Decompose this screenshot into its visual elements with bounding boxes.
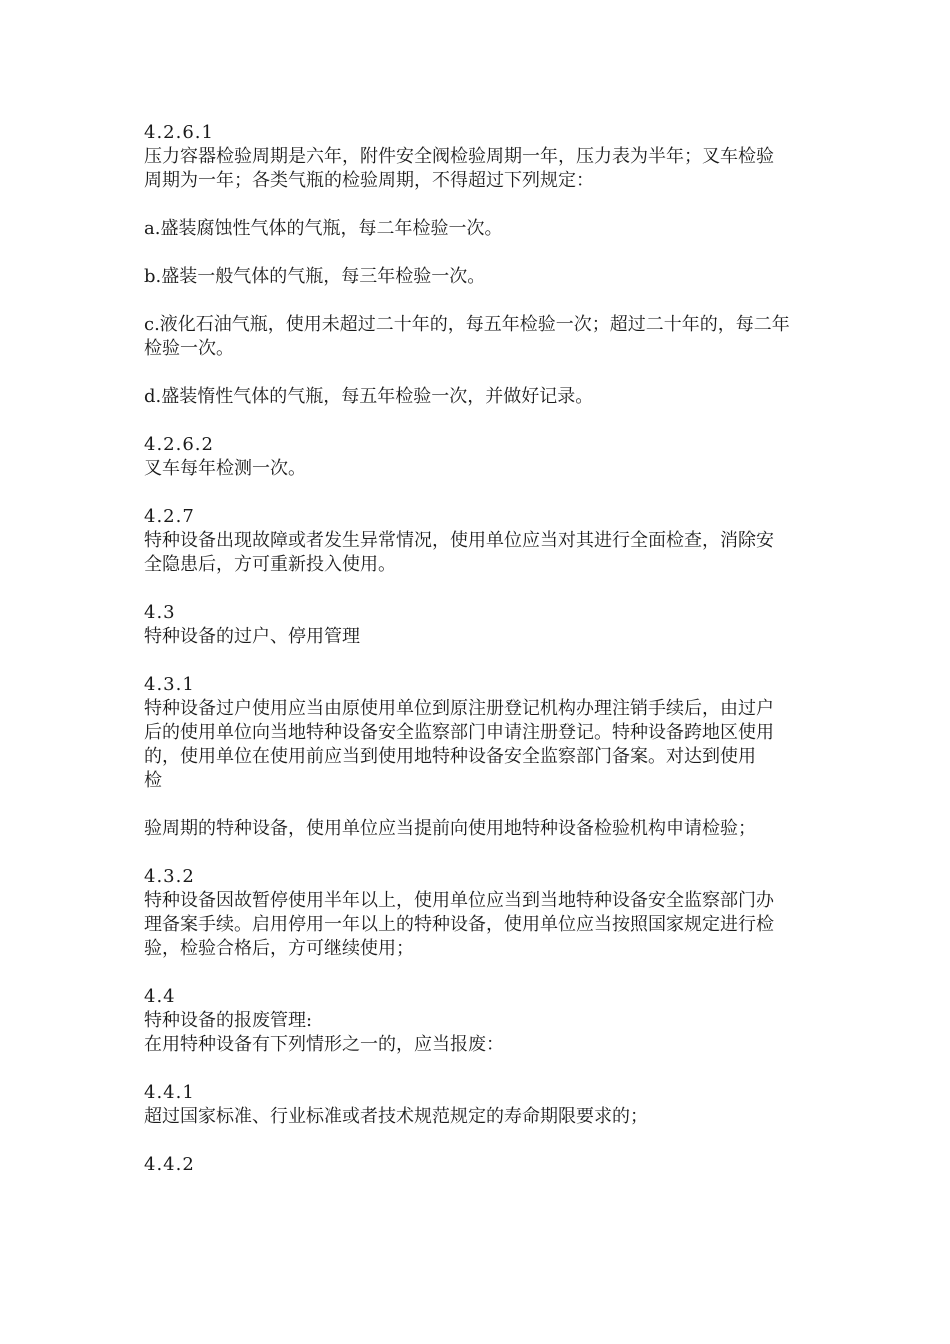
paragraph-line: 超过国家标准、行业标准或者技术规范规定的寿命期限要求的； — [144, 1106, 648, 1127]
paragraph — [144, 817, 812, 841]
section-number: 4.2.6.2 — [144, 434, 214, 455]
document-page — [144, 121, 812, 1201]
paragraph-line: 验周期的特种设备，使用单位应当提前向使用地特种设备检验机构申请检验； — [144, 818, 756, 839]
paragraph-line: 验，检验合格后，方可继续使用； — [144, 938, 414, 959]
section-number: 4.2.7 — [144, 506, 195, 527]
section-number: 4.4 — [144, 986, 176, 1007]
paragraph — [144, 433, 812, 481]
paragraph — [144, 601, 812, 649]
paragraph-line: b.盛装一般气体的气瓶，每三年检验一次。 — [144, 266, 486, 287]
section-number: 4.3.1 — [144, 674, 195, 695]
paragraph — [144, 505, 812, 577]
paragraph — [144, 121, 812, 193]
paragraph-line: c.液化石油气瓶，使用未超过二十年的，每五年检验一次；超过二十年的，每二年 — [144, 314, 790, 335]
section-number: 4.2.6.1 — [144, 122, 214, 143]
paragraph-line: 理备案手续。启用停用一年以上的特种设备，使用单位应当按照国家规定进行检 — [144, 914, 774, 935]
paragraph-line: d.盛装惰性气体的气瓶，每五年检验一次，并做好记录。 — [144, 386, 594, 407]
paragraph-line: 检验一次。 — [144, 338, 234, 359]
paragraph-line: 特种设备的过户、停用管理 — [144, 626, 360, 647]
paragraph — [144, 217, 812, 241]
paragraph-line: 特种设备出现故障或者发生异常情况，使用单位应当对其进行全面检查，消除安 — [144, 530, 774, 551]
paragraph — [144, 985, 812, 1057]
document-body — [144, 121, 812, 1177]
paragraph-line: 特种设备因故暂停使用半年以上，使用单位应当到当地特种设备安全监察部门办 — [144, 890, 774, 911]
paragraph-line: 后的使用单位向当地特种设备安全监察部门申请注册登记。特种设备跨地区使用 — [144, 722, 774, 743]
paragraph — [144, 865, 812, 961]
paragraph-line: a.盛装腐蚀性气体的气瓶，每二年检验一次。 — [144, 218, 503, 239]
paragraph — [144, 1081, 812, 1129]
section-number: 4.4.2 — [144, 1154, 195, 1175]
section-number: 4.3 — [144, 602, 176, 623]
section-number: 4.4.1 — [144, 1082, 195, 1103]
paragraph-line: 在用特种设备有下列情形之一的，应当报废： — [144, 1034, 504, 1055]
paragraph — [144, 673, 812, 793]
paragraph — [144, 313, 812, 361]
paragraph-line: 特种设备的报废管理: — [144, 1010, 313, 1031]
paragraph-line: 全隐患后，方可重新投入使用。 — [144, 554, 396, 575]
section-number: 4.3.2 — [144, 866, 195, 887]
paragraph — [144, 1153, 812, 1177]
paragraph — [144, 385, 812, 409]
paragraph-line: 周期为一年；各类气瓶的检验周期，不得超过下列规定： — [144, 170, 594, 191]
paragraph-line: 叉车每年检测一次。 — [144, 458, 306, 479]
paragraph-line: 压力容器检验周期是六年，附件安全阀检验周期一年，压力表为半年；叉车检验 — [144, 146, 774, 167]
paragraph-line: 检 — [144, 770, 162, 791]
paragraph-line: 的，使用单位在使用前应当到使用地特种设备安全监察部门备案。对达到使用 — [144, 746, 756, 767]
paragraph — [144, 265, 812, 289]
paragraph-line: 特种设备过户使用应当由原使用单位到原注册登记机构办理注销手续后，由过户 — [144, 698, 774, 719]
